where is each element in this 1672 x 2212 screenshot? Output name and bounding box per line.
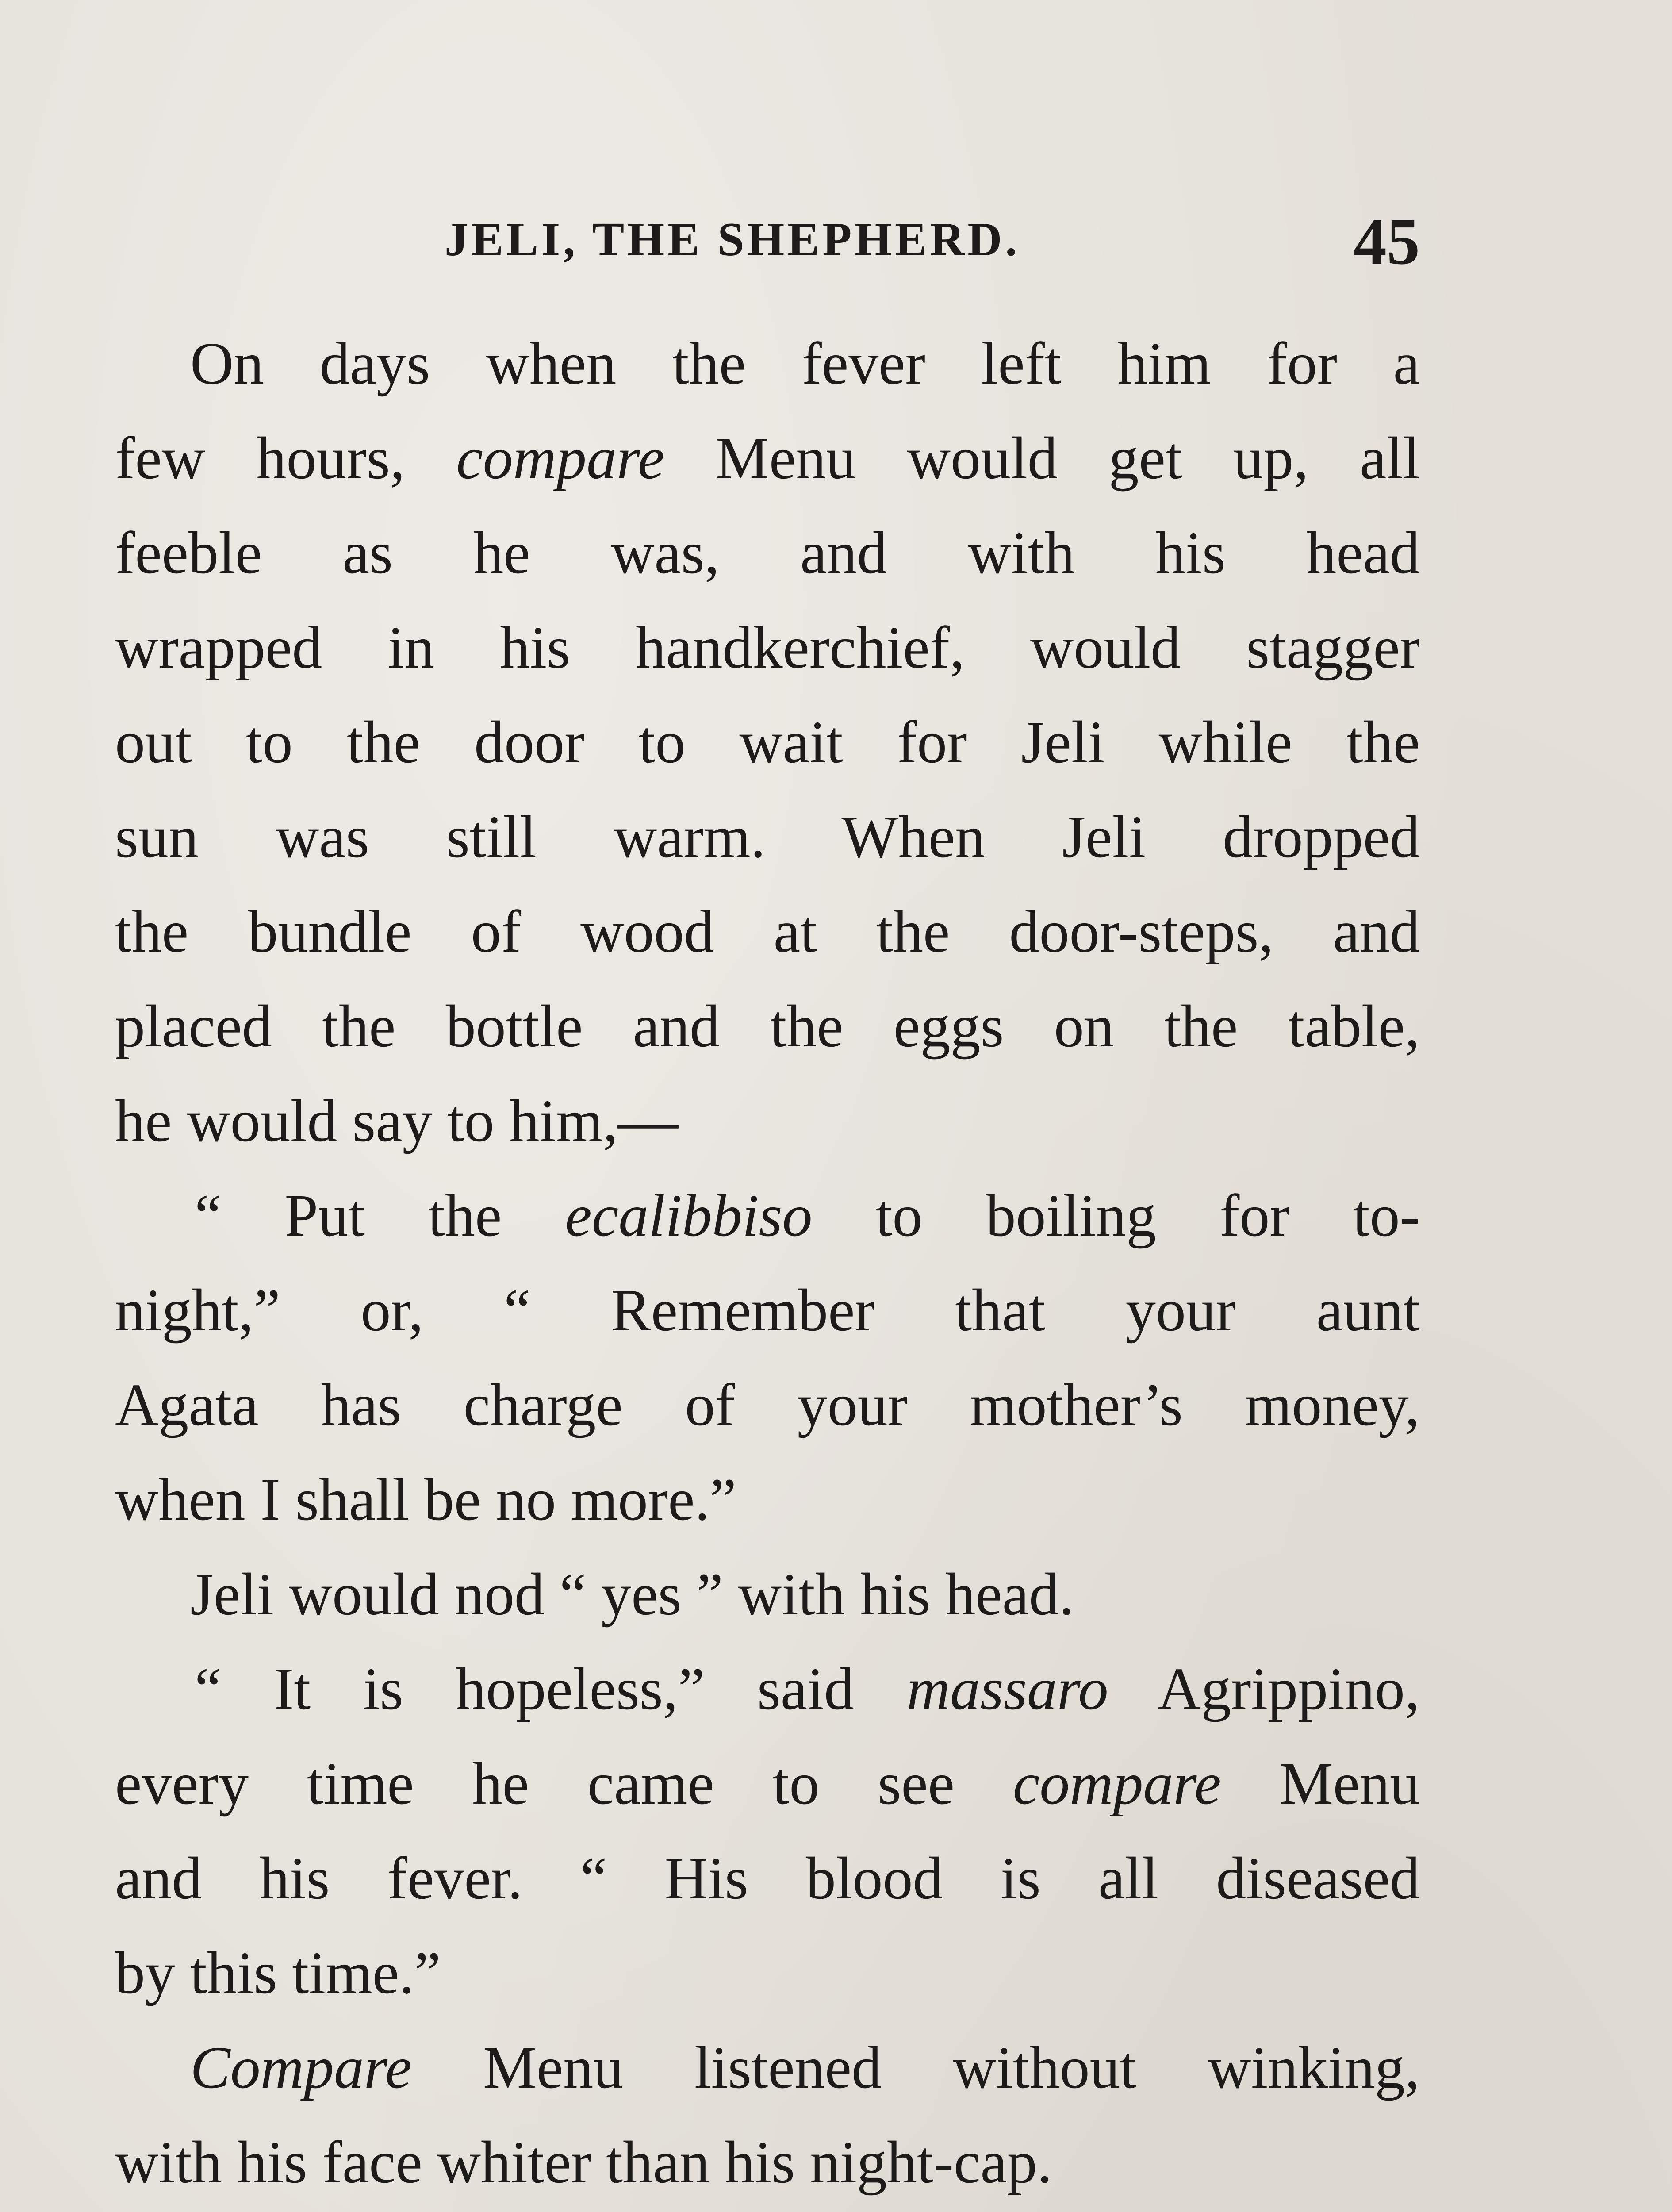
text-segment: the bundle of wood at the door-steps, and bbox=[115, 899, 1420, 965]
text-segment: Agata has charge of your mother’s money, bbox=[115, 1372, 1420, 1438]
text-line bbox=[115, 979, 1420, 1074]
text-line bbox=[115, 1926, 1420, 2020]
text-segment: Menu bbox=[1221, 1751, 1420, 1817]
text-segment: when I shall be no more.” bbox=[115, 1467, 736, 1533]
text-line bbox=[115, 1547, 1420, 1642]
text-segment: every time he came to see bbox=[115, 1751, 1013, 1817]
text-segment: “ Put the bbox=[195, 1183, 565, 1249]
text-segment: to boiling for to- bbox=[812, 1183, 1420, 1249]
text-line bbox=[115, 2020, 1420, 2115]
text-segment: “ It is hopeless,” said bbox=[195, 1656, 907, 1722]
text-line bbox=[115, 2210, 1420, 2212]
text-segment: Jeli would nod “ yes ” with his head. bbox=[190, 1561, 1074, 1628]
text-line bbox=[115, 506, 1420, 600]
text-line bbox=[115, 2115, 1420, 2210]
text-line bbox=[115, 884, 1420, 979]
italic-word: compare bbox=[456, 425, 665, 492]
text-body bbox=[115, 316, 1420, 2212]
text-segment: with his face whiter than his night-cap. bbox=[115, 2129, 1052, 2196]
text-segment: placed the bottle and the eggs on the table, bbox=[115, 993, 1420, 1060]
text-segment: Agrippino, bbox=[1108, 1656, 1420, 1722]
text-line bbox=[115, 1736, 1420, 1831]
text-line bbox=[115, 790, 1420, 884]
text-segment: night,” or, “ Remember that your aunt bbox=[115, 1277, 1420, 1344]
italic-word: Compare bbox=[190, 2035, 412, 2101]
page-number: 45 bbox=[1354, 205, 1420, 278]
text-line bbox=[115, 1358, 1420, 1452]
text-line bbox=[115, 1263, 1420, 1358]
text-line bbox=[115, 695, 1420, 790]
text-line bbox=[115, 1452, 1420, 1547]
italic-word: massaro bbox=[906, 1656, 1108, 1722]
text-segment: and his fever. “ His blood is all diseased bbox=[115, 1845, 1420, 1912]
text-segment: wrapped in his handkerchief, would stagger bbox=[115, 614, 1420, 681]
text-line bbox=[115, 1168, 1420, 1263]
italic-word: compare bbox=[1012, 1751, 1221, 1817]
italic-word: ecalibbiso bbox=[565, 1183, 813, 1249]
text-line bbox=[115, 1831, 1420, 1926]
text-segment: he would say to him,— bbox=[115, 1088, 679, 1154]
running-head bbox=[115, 195, 1420, 283]
text-segment: Menu would get up, all bbox=[664, 425, 1420, 492]
text-segment: Menu listened without winking, bbox=[412, 2035, 1420, 2101]
text-segment: by this time.” bbox=[115, 1940, 441, 2006]
text-segment: sun was still warm. When Jeli dropped bbox=[115, 804, 1420, 870]
text-line bbox=[115, 316, 1420, 411]
text-line bbox=[115, 1642, 1420, 1736]
running-title: JELI, THE SHEPHERD. bbox=[445, 213, 1020, 266]
text-segment: few hours, bbox=[115, 425, 456, 492]
text-line bbox=[115, 411, 1420, 506]
text-line bbox=[115, 600, 1420, 695]
text-segment: feeble as he was, and with his head bbox=[115, 520, 1420, 586]
text-segment: out to the door to wait for Jeli while the bbox=[115, 709, 1420, 776]
text-line bbox=[115, 1074, 1420, 1168]
text-segment: On days when the fever left him for a bbox=[190, 330, 1420, 397]
